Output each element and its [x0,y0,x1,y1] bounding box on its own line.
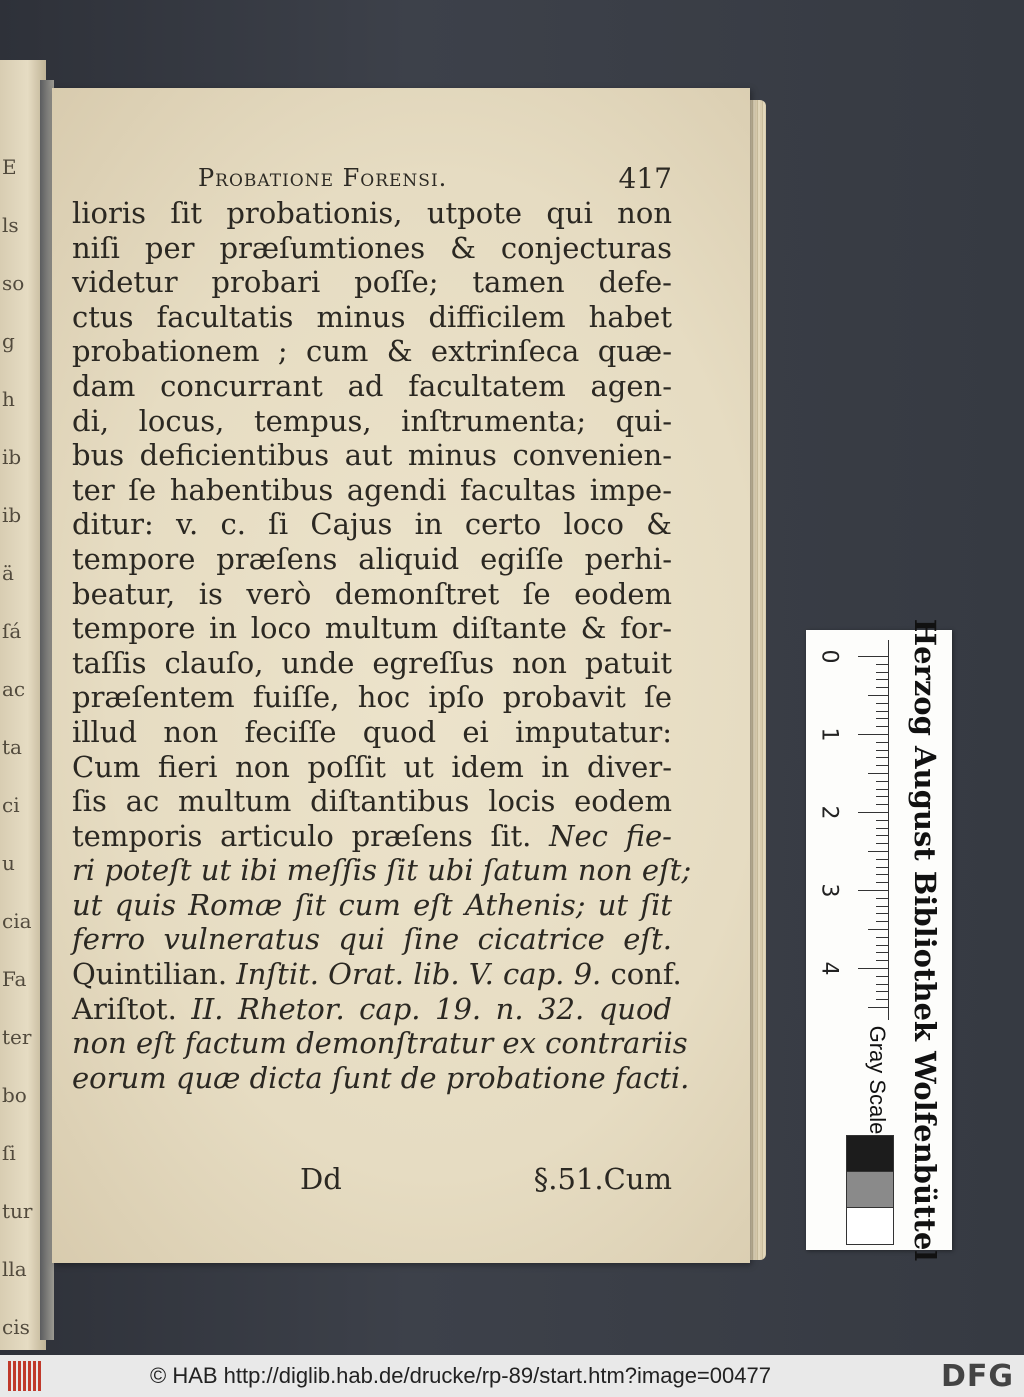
ruler-tick [876,937,888,938]
text-line [72,853,692,888]
text-line [72,992,672,1027]
previous-page-fragment: ib [2,445,22,469]
italic-text: ut quis Romæ ſit cum eſt Athenis; ut ſit [72,887,672,922]
roman-text: conf. [601,957,682,992]
previous-page-fragment: cia [2,909,32,933]
text-line: bus deficientibus aut minus convenien- [72,438,672,473]
previous-page-fragment: ci [2,793,20,817]
previous-page-fragment: so [2,271,25,295]
ruler-tick [858,812,888,813]
text-line [72,957,682,992]
ruler-edge [888,640,889,1020]
swatch-white [846,1207,894,1245]
ruler-tick [876,726,888,727]
previous-page-fragment: g [2,329,15,353]
text-line [72,922,672,957]
text-line: ctus facultatis minus difficilem habet [72,299,672,334]
text-line: illud non feciſſe quod ei imputatur: [72,714,672,749]
italic-text: Inſtit. Orat. lib. V. cap. 9. [236,957,602,992]
text-line: ditur: v. c. ſi Cajus in certo loco & [72,507,672,542]
ruler-tick [876,999,888,1000]
ruler-tick [876,874,888,875]
ruler-tick [858,968,888,969]
institution-name: Herzog August Bibliothek Wolfenbüttel [908,618,942,1262]
previous-page-fragment: ä [2,561,14,585]
catchword: §.51.Cum [533,1162,672,1196]
ruler-tick [876,687,888,688]
text-line: lioris ſit probationis, utpote qui non [72,196,672,230]
page-number: 417 [618,162,672,195]
roman-text: Ariſtot. [72,991,192,1026]
swatch-gray [846,1171,894,1209]
ruler-tick [876,781,888,782]
dfg-logo: DFG [940,1359,1014,1394]
italic-text: ferro vulneratus qui ſine cicatrice eſt. [72,922,672,957]
ruler-tick [858,656,888,657]
ruler-tick [876,952,888,953]
ruler-number: 3 [816,883,842,898]
ruler-tick [876,664,888,665]
ruler-tick [868,773,888,774]
previous-page-fragment: Fa [2,967,27,991]
ruler-tick [876,898,888,899]
text-line: videtur probari poſſe; tamen defe- [72,265,672,300]
previous-page-fragment: lla [2,1257,27,1281]
ruler-tick [876,789,888,790]
running-title: Probatione Forensi. [198,164,448,192]
previous-page-fragment: tur [2,1199,33,1223]
ruler-tick [876,703,888,704]
ruler-tick [876,859,888,860]
ruler-number: 2 [816,805,842,820]
ruler-tick [876,820,888,821]
ruler-tick [876,742,888,743]
italic-text: ri poteſt ut ibi meſſis ſit ubi ſatum non eſt; [72,853,692,888]
text-line: ſis ac multum diſtantibus locis eodem [72,784,672,819]
italic-text: II. Rhetor. cap. 19. n. 32. quod [191,991,672,1026]
text-line: ter ſe habentibus agendi facultas impe- [72,472,672,507]
ruler-tick [876,913,888,914]
ruler-tick [868,851,888,852]
text-line: di, locus, tempus, inſtrumenta; qui- [72,403,672,438]
ruler-tick [876,882,888,883]
ruler-tick [876,921,888,922]
signature-mark: Dd [300,1162,342,1196]
text-line [72,888,672,923]
previous-page-fragment: ib [2,503,22,527]
previous-page-fragment: ter [2,1025,32,1049]
previous-page-fragment: bo [2,1083,27,1107]
ruler-number: 0 [816,649,842,664]
ruler-tick [876,804,888,805]
cm-ruler [816,640,896,1020]
previous-page-fragment: ac [2,677,26,701]
text-line: tempore præſens aliquid egiſſe perhi- [72,541,672,576]
ruler-tick [868,929,888,930]
viewer-footer-bar [0,1355,1024,1397]
ruler-tick [876,991,888,992]
ruler-tick [876,750,888,751]
text-line [72,1060,690,1096]
previous-page-fragment: ſi [2,1141,16,1165]
ruler-tick [876,828,888,829]
scale-card [806,618,952,1262]
ruler-tick [858,734,888,735]
text-line: beatur, is verò demonſtret ſe eodem [72,576,672,611]
text-line: probationem ; cum & extrinſeca quæ- [72,334,672,369]
ruler-tick [876,843,888,844]
ruler-number: 4 [816,961,842,976]
italic-text: eorum quæ dicta ſunt de probatione facti. [72,1060,690,1095]
ruler-tick [868,695,888,696]
previous-page-fragment: ta [2,735,22,759]
ruler-tick [858,890,888,891]
previous-page-fragment: ſá [2,619,22,643]
previous-page-fragment: u [2,851,15,875]
text-line: dam concurrant ad facultatem agen- [72,368,672,403]
ruler-tick [876,765,888,766]
text-line: Cum fieri non poſſit ut idem in diver- [72,749,672,784]
ruler-tick [876,906,888,907]
ruler-tick [876,976,888,977]
text-line [72,819,672,854]
ruler-tick [876,672,888,673]
text-line: tempore in loco multum diſtante & for- [72,611,672,646]
roman-text: Quintilian. [72,957,237,992]
gray-scale-label: Gray Scale [865,1025,890,1135]
previous-page-fragment: ls [2,213,19,237]
ruler-tick [876,711,888,712]
ruler-tick [876,867,888,868]
ruler-tick [876,718,888,719]
previous-page-fragment: h [2,387,15,411]
ruler-tick [876,984,888,985]
copyright-link[interactable]: © HAB http://diglib.hab.de/drucke/rp-89/start.htm?image=00477 [150,1363,771,1388]
ruler-tick [876,945,888,946]
swatch-black [846,1135,894,1173]
italic-text: non eſt factum demonſtratur ex contrariis [72,1026,688,1061]
text-line: niſi per præſumtiones & conjecturas [72,230,672,265]
ruler-number: 1 [816,727,842,742]
ruler-tick [876,835,888,836]
ruler-tick [876,796,888,797]
text-line: taſſis clauſo, unde egreſſus non patuit [72,645,672,680]
ruler-tick [876,757,888,758]
text-line [72,1026,688,1061]
ruler-tick [876,679,888,680]
page-footer [72,1162,672,1202]
italic-text: Nec fie- [549,818,672,853]
ruler-tick [868,1007,888,1008]
page-header [198,160,672,200]
ruler-tick [876,960,888,961]
previous-page-fragment: cis [2,1315,30,1339]
roman-text: temporis articulo præſens ſit. [72,818,550,853]
page-text [72,196,692,1095]
text-line: præſentem fuiſſe, hoc ipſo probavit ſe [72,680,672,715]
hab-logo-icon [8,1361,44,1391]
previous-page-fragment: E [2,155,17,179]
